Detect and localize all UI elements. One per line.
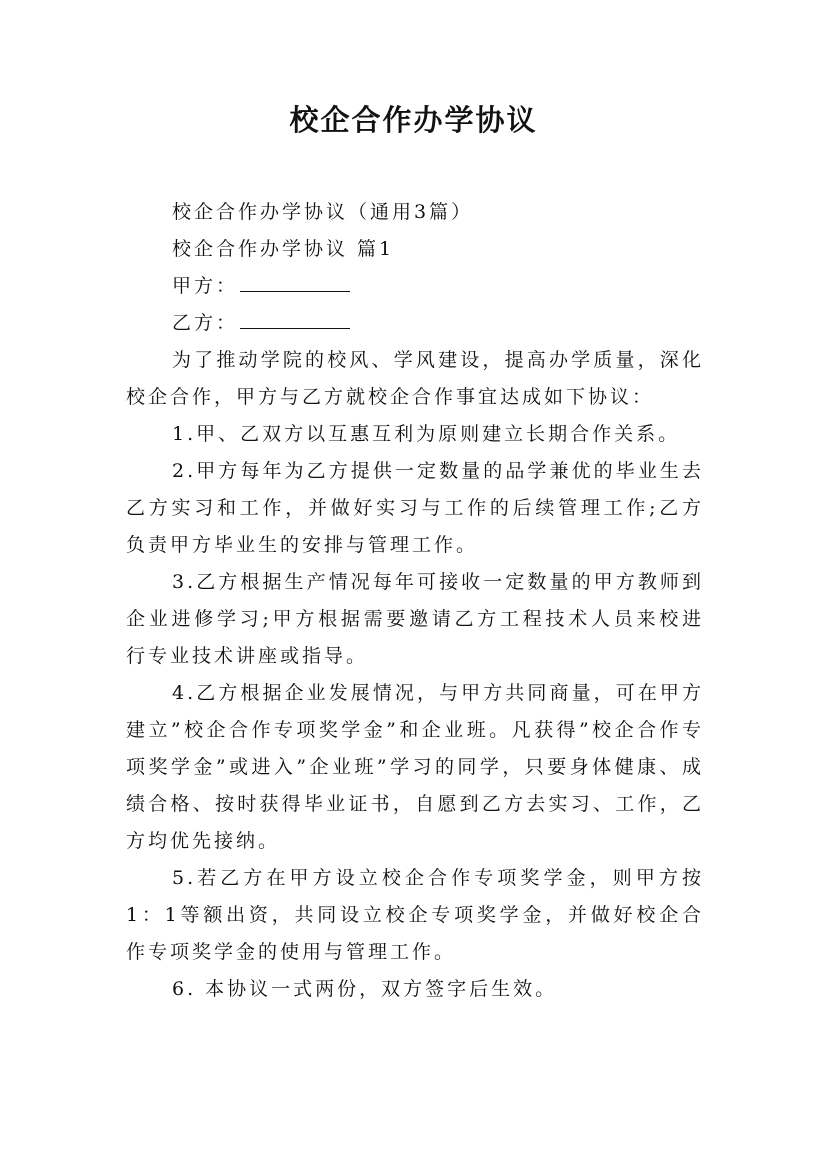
paragraph-intro: 为了推动学院的校风、学风建设，提高办学质量，深化校企合作，甲方与乙方就校企合作事宜达成如下协议： <box>126 349 704 408</box>
party-b-blank <box>240 306 350 329</box>
party-a-label: 甲方： <box>172 275 239 297</box>
clause-4: 4.乙方根据企业发展情况，与甲方共同商量，可在甲方建立”校企合作专项奖学金”和企业班。凡获得”校企合作专项奖学金”或进入”企业班”学习的同学，只要身体健康、成绩合格、按时获得毕业证书，自愿到乙方去实习、工作，乙方均优先接纳。 <box>126 682 704 852</box>
clause-5: 5.若乙方在甲方设立校企合作专项奖学金，则甲方按1：1等额出资，共同设立校企专项奖学金，并做好校企合作专项奖学金的使用与管理工作。 <box>126 867 704 963</box>
document-title: 校企合作办学协议 <box>289 103 538 137</box>
clause-6: 6. 本协议一式两份，双方签字后生效。 <box>172 978 558 1000</box>
document-body <box>126 194 704 1008</box>
clause-2: 2.甲方每年为乙方提供一定数量的品学兼优的毕业生去乙方实习和工作，并做好实习与工作的后续管理工作;乙方负责甲方毕业生的安排与管理工作。 <box>126 460 704 556</box>
clause-3: 3.乙方根据生产情况每年可接收一定数量的甲方教师到企业进修学习;甲方根据需要邀请乙方工程技术人员来校进行专业技术讲座或指导。 <box>126 571 704 667</box>
party-b-label: 乙方： <box>172 312 239 334</box>
paragraph-section-heading: 校企合作办学协议 篇1 <box>172 238 395 260</box>
paragraph-subtitle: 校企合作办学协议（通用3篇） <box>172 201 474 223</box>
party-b-line <box>126 305 704 342</box>
party-a-blank <box>240 269 350 292</box>
party-a-line <box>126 268 704 305</box>
clause-1: 1.甲、乙双方以互惠互利为原则建立长期合作关系。 <box>172 423 681 445</box>
